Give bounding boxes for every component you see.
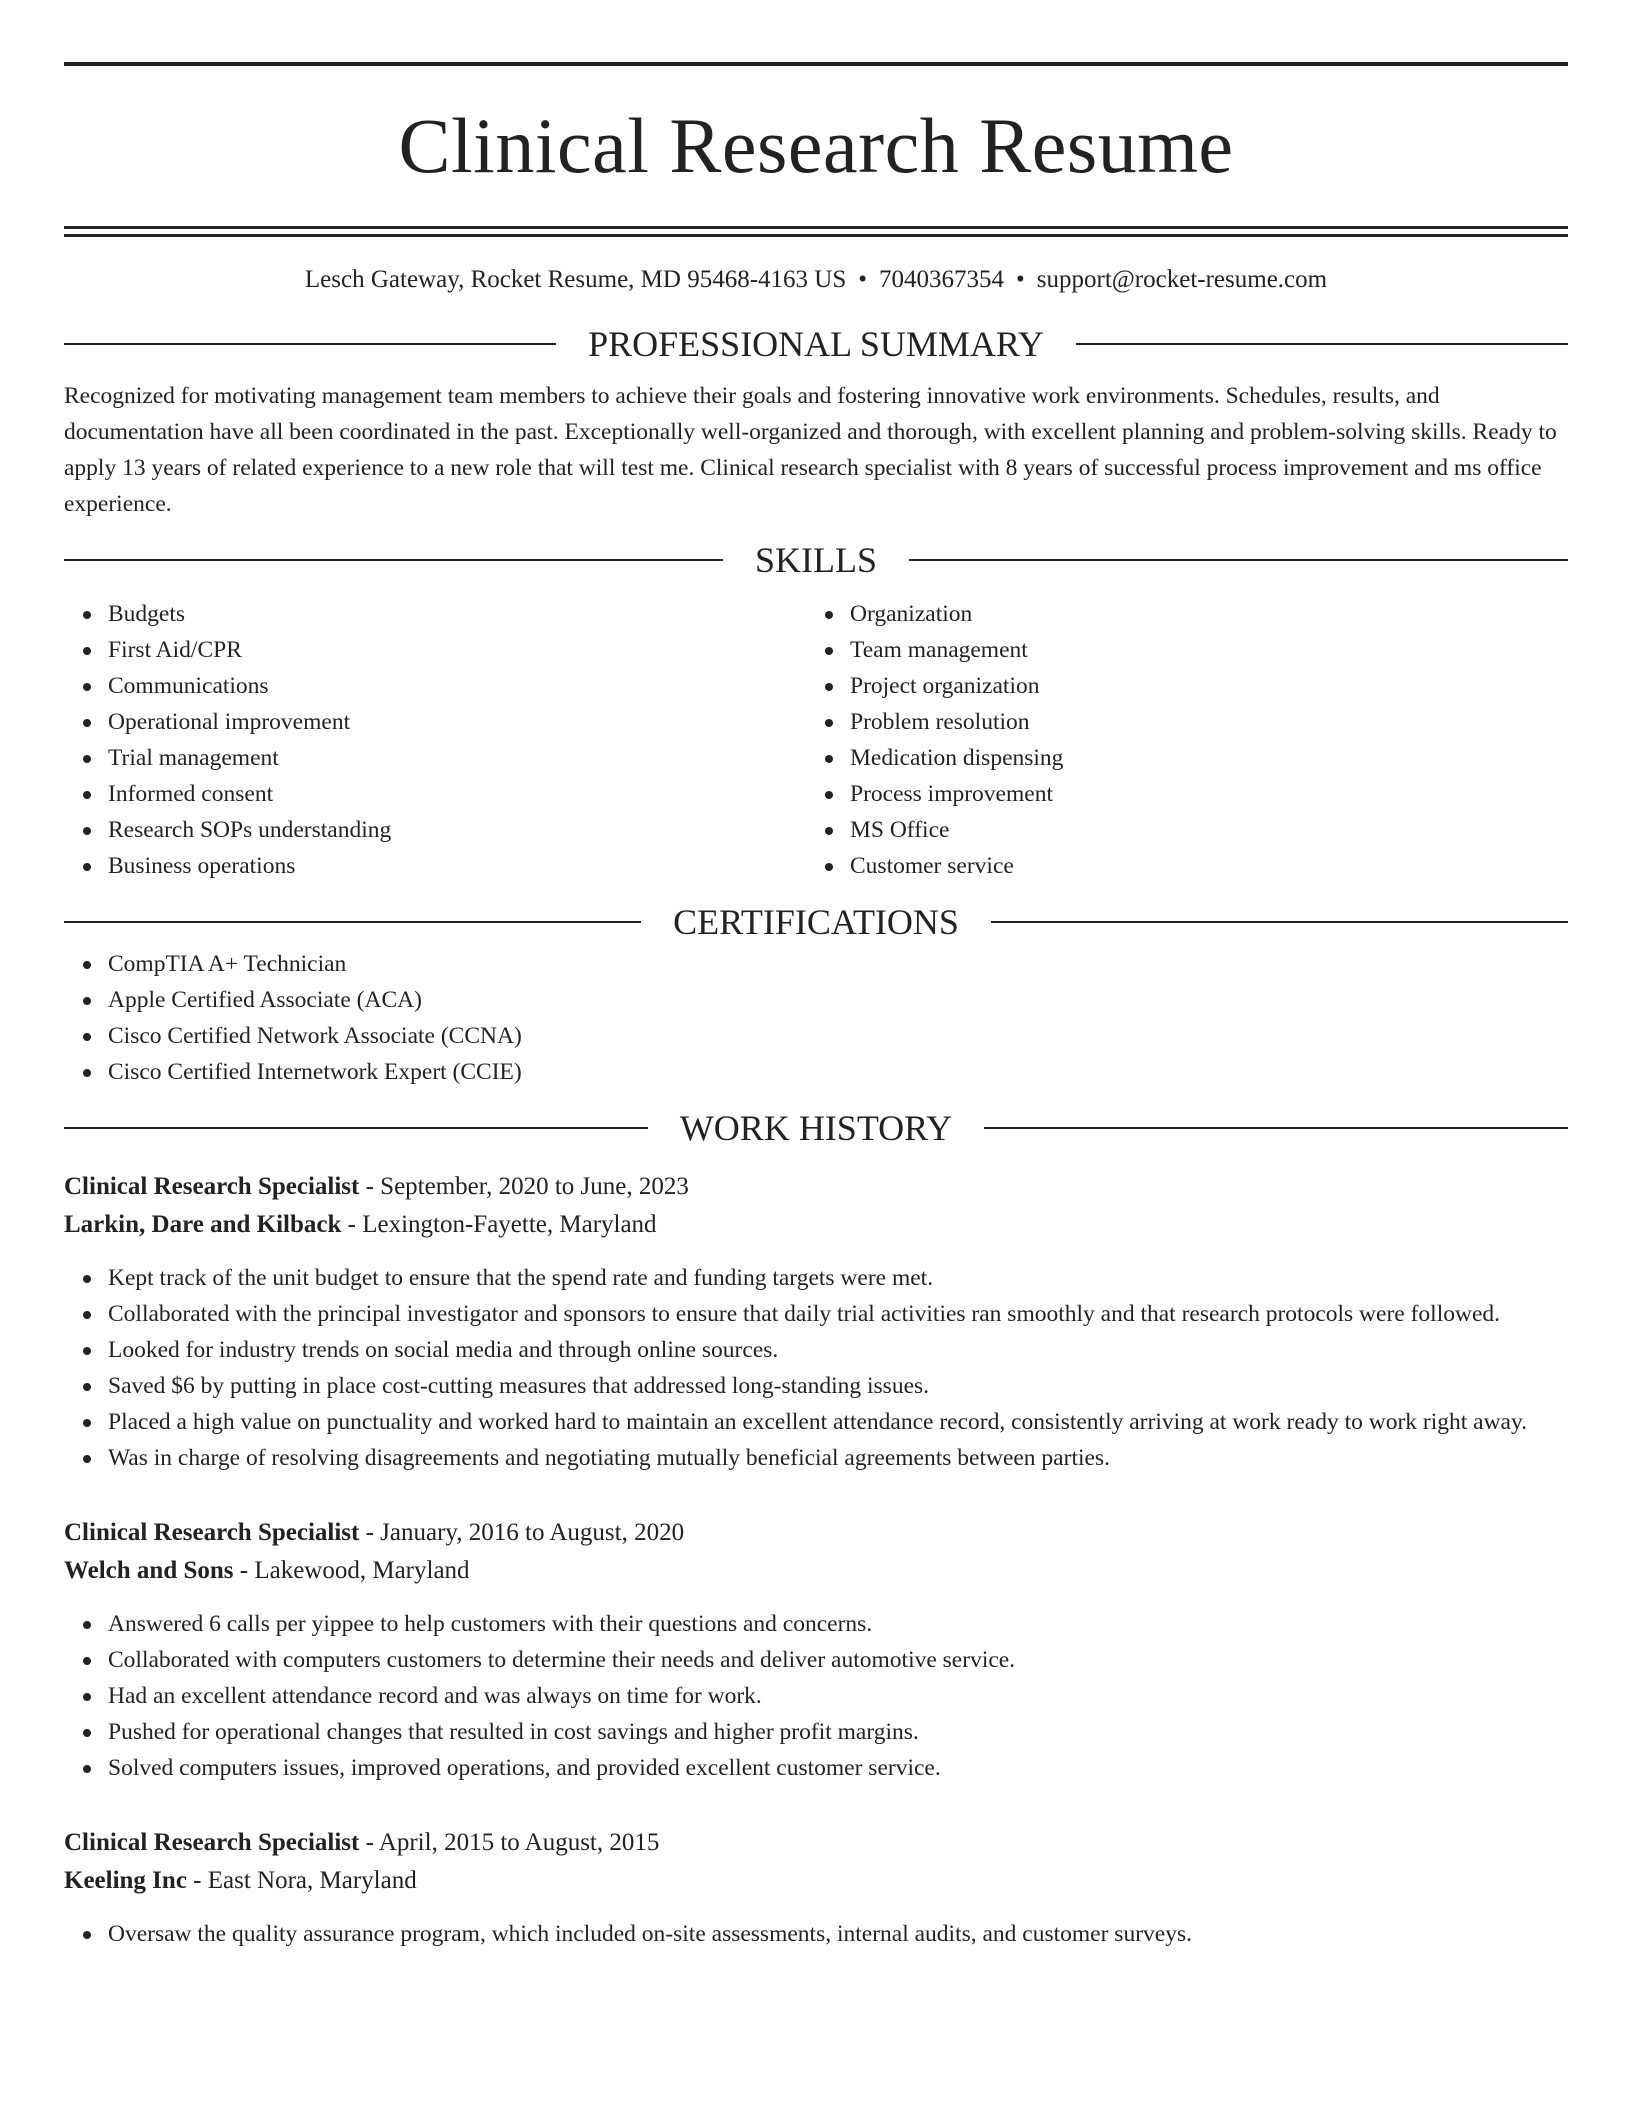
job-company: Larkin, Dare and Kilback <box>64 1211 342 1238</box>
section-rule <box>984 1127 1568 1129</box>
job-duties-list <box>64 1916 1568 1952</box>
skills-column-right <box>806 596 1548 884</box>
job-location: - Lakewood, Maryland <box>233 1557 470 1584</box>
job-location: - Lexington-Fayette, Maryland <box>341 1211 657 1238</box>
skill-item: Budgets <box>108 596 806 632</box>
skills-grid <box>64 596 1568 884</box>
section-rule <box>64 921 641 923</box>
job-company: Keeling Inc <box>64 1867 187 1894</box>
skills-list-left <box>64 596 806 884</box>
contact-separator: • <box>1016 266 1025 293</box>
work-history-list <box>64 1168 1568 1952</box>
job-duty-item: Answered 6 calls per yippee to help customers with their questions and concerns. <box>108 1606 1568 1642</box>
job-duty-item: Was in charge of resolving disagreements and negotiating mutually beneficial agreements between parties. <box>108 1440 1568 1476</box>
job-duty-item: Pushed for operational changes that resulted in cost savings and higher profit margins. <box>108 1714 1568 1750</box>
skill-item: Medication dispensing <box>850 740 1548 776</box>
job-entry <box>64 1824 1568 1952</box>
skill-item: Business operations <box>108 848 806 884</box>
job-entry <box>64 1168 1568 1476</box>
job-duty-item: Kept track of the unit budget to ensure that the spend rate and funding targets were met. <box>108 1260 1568 1296</box>
certifications-section-header <box>64 898 1568 946</box>
skill-item: Team management <box>850 632 1548 668</box>
job-duties-list <box>64 1606 1568 1786</box>
skill-item: Customer service <box>850 848 1548 884</box>
job-title-line <box>64 1514 1568 1552</box>
job-entry <box>64 1514 1568 1786</box>
skill-item: Project organization <box>850 668 1548 704</box>
section-rule <box>1076 343 1568 345</box>
job-duty-item: Oversaw the quality assurance program, which included on-site assessments, internal audits, and customer surveys. <box>108 1916 1568 1952</box>
job-dates: - January, 2016 to August, 2020 <box>359 1519 685 1546</box>
job-duty-item: Collaborated with computers customers to determine their needs and deliver automotive service. <box>108 1642 1568 1678</box>
job-title-line <box>64 1824 1568 1862</box>
job-location: - East Nora, Maryland <box>186 1867 417 1894</box>
certifications-heading: CERTIFICATIONS <box>673 902 959 942</box>
skills-list-right <box>806 596 1548 884</box>
skill-item: Communications <box>108 668 806 704</box>
skill-item: Operational improvement <box>108 704 806 740</box>
job-title-line <box>64 1168 1568 1206</box>
certification-item: CompTIA A+ Technician <box>108 946 1568 982</box>
summary-heading: PROFESSIONAL SUMMARY <box>588 324 1044 364</box>
job-company-line <box>64 1862 1568 1900</box>
skill-item: Research SOPs understanding <box>108 812 806 848</box>
job-duties-list <box>64 1260 1568 1476</box>
contact-address: Lesch Gateway, Rocket Resume, MD 95468-4163 US <box>304 266 847 293</box>
job-duty-item: Looked for industry trends on social media and through online sources. <box>108 1332 1568 1368</box>
skills-section-header <box>64 536 1568 584</box>
job-duty-item: Solved computers issues, improved operations, and provided excellent customer service. <box>108 1750 1568 1786</box>
job-title: Clinical Research Specialist <box>64 1829 360 1856</box>
skill-item: Organization <box>850 596 1548 632</box>
section-rule <box>64 1127 648 1129</box>
job-company-line <box>64 1552 1568 1590</box>
top-rule <box>64 62 1568 66</box>
resume-title: Clinical Research Resume <box>398 102 1234 189</box>
job-dates: - September, 2020 to June, 2023 <box>359 1173 689 1200</box>
job-duty-item: Placed a high value on punctuality and worked hard to maintain an excellent attendance record, consistently arriving at work ready to work right away. <box>108 1404 1568 1440</box>
summary-section-header <box>64 320 1568 368</box>
job-duty-item: Had an excellent attendance record and was always on time for work. <box>108 1678 1568 1714</box>
title-double-rule <box>64 226 1568 237</box>
contact-phone: 7040367354 <box>879 266 1005 293</box>
skill-item: MS Office <box>850 812 1548 848</box>
certifications-list <box>64 946 1568 1090</box>
job-duty-item: Saved $6 by putting in place cost-cutting measures that addressed long-standing issues. <box>108 1368 1568 1404</box>
section-rule <box>64 343 556 345</box>
resume-page <box>64 62 1568 1952</box>
contact-email: support@rocket-resume.com <box>1036 266 1328 293</box>
skill-item: Informed consent <box>108 776 806 812</box>
skills-column-left <box>64 596 806 884</box>
skills-heading: SKILLS <box>755 540 878 580</box>
skill-item: First Aid/CPR <box>108 632 806 668</box>
skill-item: Problem resolution <box>850 704 1548 740</box>
section-rule <box>991 921 1568 923</box>
skill-item: Trial management <box>108 740 806 776</box>
contact-separator: • <box>858 266 868 293</box>
section-rule <box>909 559 1568 561</box>
certification-item: Cisco Certified Internetwork Expert (CCIE) <box>108 1054 1568 1090</box>
job-company-line <box>64 1206 1568 1244</box>
work-heading: WORK HISTORY <box>679 1108 953 1148</box>
job-duty-item: Collaborated with the principal investigator and sponsors to ensure that daily trial activities ran smoothly and that research protocols were followed. <box>108 1296 1568 1332</box>
job-title: Clinical Research Specialist <box>64 1519 360 1546</box>
certification-item: Apple Certified Associate (ACA) <box>108 982 1568 1018</box>
certification-item: Cisco Certified Network Associate (CCNA) <box>108 1018 1568 1054</box>
skill-item: Process improvement <box>850 776 1548 812</box>
job-title: Clinical Research Specialist <box>64 1173 360 1200</box>
job-company: Welch and Sons <box>64 1557 234 1584</box>
contact-line <box>64 262 1568 298</box>
summary-text: Recognized for motivating management team members to achieve their goals and fostering innovative work environments. Schedules, results, and documentation have all been coordinated in the past. Exceptionally well-organized and thorough, with excellent planning and problem-solving skills. Ready to apply 13 years of related experience to a new role that will test me. Clinical research specialist with 8 years of successful process improvement and ms office experience. <box>64 383 1557 517</box>
job-dates: - April, 2015 to August, 2015 <box>359 1829 660 1856</box>
work-section-header <box>64 1104 1568 1152</box>
section-rule <box>64 559 723 561</box>
